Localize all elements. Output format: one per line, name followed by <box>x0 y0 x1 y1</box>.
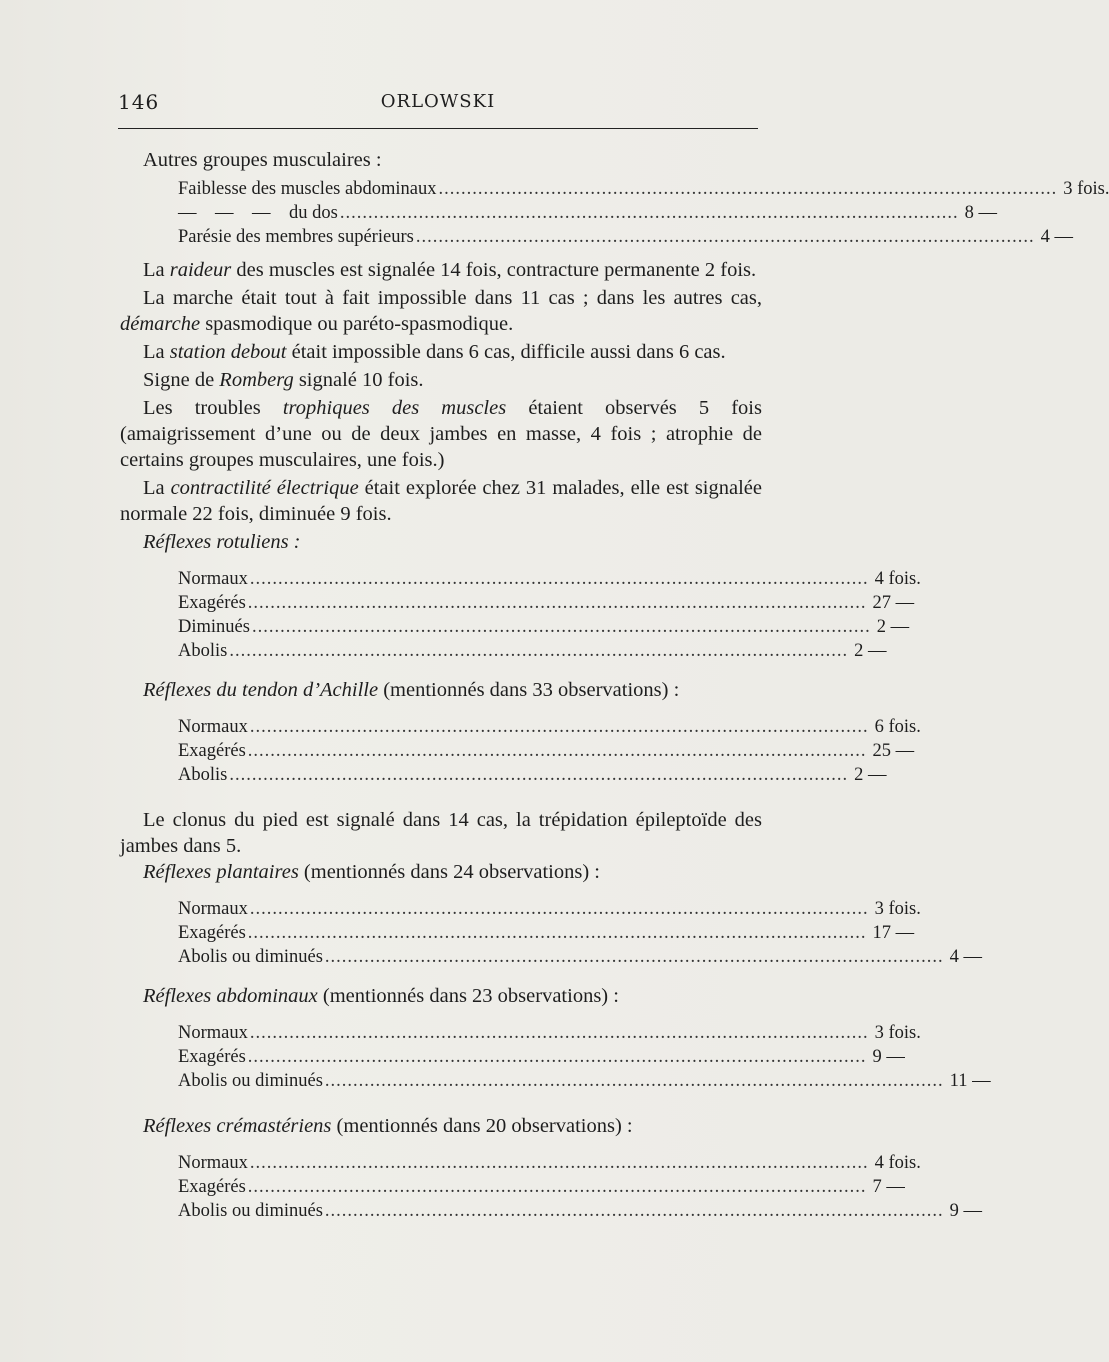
page-number: 146 <box>118 90 160 114</box>
list-item: Abolis ou diminués .............................................................................................................. 9 — <box>178 1201 983 1221</box>
paragraph-clonus: Le clonus du pied est signalé dans 14 cas, la trépidation épileptoïde des jambes dans 5. <box>120 809 762 857</box>
page-body <box>120 147 1109 1223</box>
heading-rotuliens: Réflexes rotuliens : <box>143 531 301 553</box>
list-abdominaux <box>120 1021 991 1093</box>
paragraph-marche: La marche était tout à fait impossible dans 11 cas ; dans les autres cas, démarche spasmodique ou paréto-spasmodique. <box>120 287 762 335</box>
list-item: Normaux .............................................................................................................. 4 fois. <box>178 569 921 589</box>
header-rule <box>118 128 758 129</box>
list-item: Normaux .............................................................................................................. 6 fois. <box>178 717 921 737</box>
list-item: Diminués .............................................................................................................. 2 — <box>178 617 910 637</box>
list-cremasteriens <box>120 1151 983 1223</box>
list-item: — — — du dos .............................................................................................................. 8 — <box>178 203 997 223</box>
list-item: Faiblesse des muscles abdominaux .............................................................................................................. 3 fois. <box>178 179 1109 199</box>
list-item: Exagérés .............................................................................................................. 9 — <box>178 1047 905 1067</box>
paragraph-contractilite: La contractilité électrique était explorée chez 31 malades, elle est signalée normale 22 fois, diminuée 9 fois. <box>120 477 762 525</box>
list-achille <box>120 715 921 787</box>
list-item: Exagérés .............................................................................................................. 25 — <box>178 741 915 761</box>
list-item: Parésie des membres supérieurs .............................................................................................................. 4 — <box>178 227 1073 247</box>
list-item: Exagérés .............................................................................................................. 7 — <box>178 1177 905 1197</box>
list-item: Normaux .............................................................................................................. 3 fois. <box>178 899 921 919</box>
heading-achille: Réflexes du tendon d’Achille (mentionnés dans 33 observations) : <box>143 679 680 701</box>
paragraph-romberg: Signe de Romberg signalé 10 fois. <box>143 369 424 391</box>
paragraph-troubles: Les troubles trophiques des muscles étaient observés 5 fois (amaigrissement d’une ou de deux jambes en masse, 4 fois ; atrophie de certains groupes musculaires, une fois.) <box>120 397 762 471</box>
list-item: Abolis ou diminués .............................................................................................................. 4 — <box>178 947 983 967</box>
list-item: Exagérés .............................................................................................................. 17 — <box>178 923 915 943</box>
heading-abdominaux: Réflexes abdominaux (mentionnés dans 23 observations) : <box>143 985 619 1007</box>
paragraph-raideur: La raideur des muscles est signalée 14 fois, contracture permanente 2 fois. <box>143 259 757 281</box>
list-plantaires <box>120 897 983 969</box>
paragraph-station: La station debout était impossible dans 6 cas, difficile aussi dans 6 cas. <box>143 341 726 363</box>
list-item: Abolis .............................................................................................................. 2 — <box>178 765 887 785</box>
section-title-autres: Autres groupes musculaires : <box>143 149 382 171</box>
heading-plantaires: Réflexes plantaires (mentionnés dans 24 observations) : <box>143 861 600 883</box>
list-item: Normaux .............................................................................................................. 3 fois. <box>178 1023 921 1043</box>
list-item: Abolis ou diminués .............................................................................................................. 11 — <box>178 1071 991 1091</box>
page-header <box>118 90 758 114</box>
list-item: Normaux .............................................................................................................. 4 fois. <box>178 1153 921 1173</box>
heading-cremasteriens: Réflexes crémastériens (mentionnés dans 20 observations) : <box>143 1115 633 1137</box>
list-autres <box>120 177 1109 249</box>
list-rotuliens <box>120 567 921 663</box>
list-item: Exagérés .............................................................................................................. 27 — <box>178 593 915 613</box>
running-title: ORLOWSKI <box>380 91 496 112</box>
list-item: Abolis .............................................................................................................. 2 — <box>178 641 887 661</box>
